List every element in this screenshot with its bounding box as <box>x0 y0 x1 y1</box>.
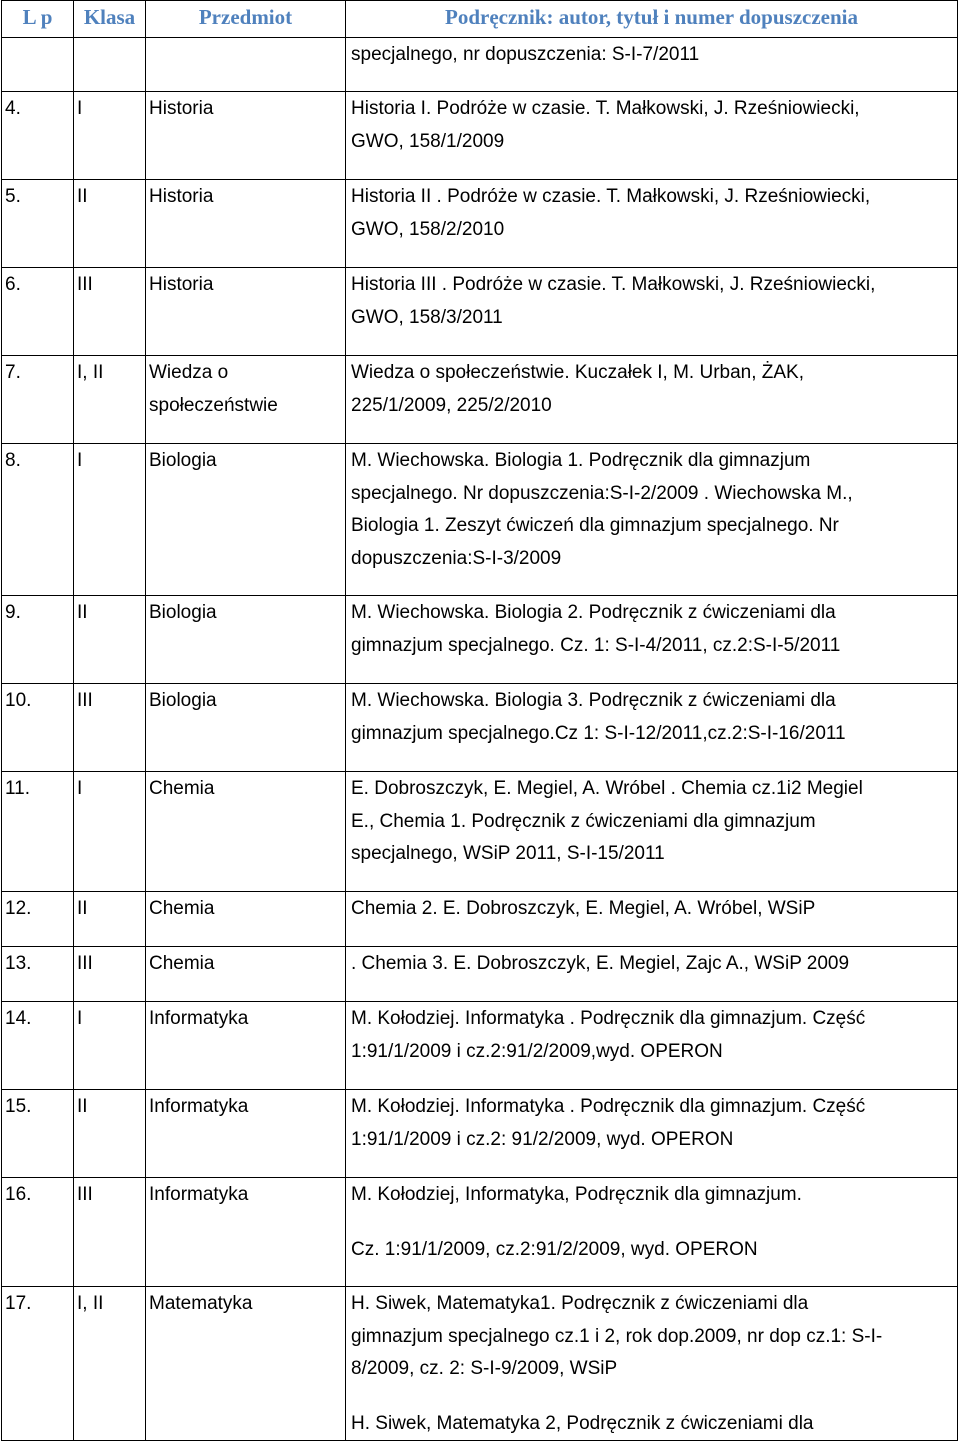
przedmiot-cell <box>146 38 346 92</box>
table-row <box>2 947 958 1002</box>
klasa-cell <box>74 1090 146 1178</box>
klasa-cell <box>74 596 146 684</box>
lp-cell <box>2 1002 74 1090</box>
table-row <box>2 892 958 947</box>
lp-cell-text: 11. <box>5 778 31 799</box>
lp-cell-text: 12. <box>5 898 32 919</box>
klasa-cell-text: I <box>77 450 83 471</box>
lp-cell-text: 14. <box>5 1008 32 1029</box>
lp-cell <box>2 1090 74 1178</box>
lp-cell <box>2 180 74 268</box>
lp-cell-text: 5. <box>5 186 21 207</box>
table-row-continuation <box>2 38 958 92</box>
przedmiot-cell-text: Biologia <box>149 690 217 711</box>
podrecznik-cell-text-2: H. Siwek, Matematyka 2, Podręcznik z ćwiczeniami dla <box>351 1412 814 1434</box>
przedmiot-cell <box>146 1090 346 1178</box>
podrecznik-cell: specjalnego, nr dopuszczenia: S-I-7/2011 <box>346 38 958 92</box>
lp-cell <box>2 947 74 1002</box>
podrecznik-cell-text: M. Kołodziej, Informatyka, Podręcznik dla gimnazjum. <box>351 1184 802 1205</box>
lp-cell-text: 8. <box>5 450 21 471</box>
klasa-cell <box>74 947 146 1002</box>
table-row <box>2 180 958 268</box>
przedmiot-cell-text: Informatyka <box>149 1184 249 1205</box>
table-row <box>2 1287 958 1441</box>
klasa-cell-text: III <box>77 953 93 974</box>
klasa-cell-text: II <box>77 1096 88 1117</box>
przedmiot-cell-text: Chemia <box>149 953 215 974</box>
lp-cell-text: 15. <box>5 1096 32 1117</box>
przedmiot-cell <box>146 947 346 1002</box>
podrecznik-cell-text: Historia I. Podróże w czasie. T. Małkowski, J. Rześniowiecki, GWO, 158/1/2009 <box>351 98 860 152</box>
podrecznik-cell <box>346 892 958 947</box>
lp-cell-text: 7. <box>5 362 21 383</box>
lp-cell <box>2 38 74 92</box>
klasa-cell <box>74 1178 146 1287</box>
lp-cell-text: 4. <box>5 98 21 119</box>
lp-cell-text: 17. <box>5 1293 32 1314</box>
klasa-cell-text: I, II <box>77 1293 104 1314</box>
podrecznik-cell <box>346 947 958 1002</box>
table-row <box>2 92 958 180</box>
klasa-cell-text: III <box>77 1184 93 1205</box>
przedmiot-cell-text: Historia <box>149 98 214 119</box>
klasa-cell <box>74 38 146 92</box>
lp-cell-text: 16. <box>5 1184 32 1205</box>
lp-cell-text: 13. <box>5 953 32 974</box>
klasa-cell <box>74 92 146 180</box>
lp-cell <box>2 1178 74 1287</box>
table-row <box>2 596 958 684</box>
przedmiot-cell <box>146 1287 346 1441</box>
podrecznik-cell <box>346 268 958 356</box>
lp-cell-text: 6. <box>5 274 21 295</box>
podrecznik-cell <box>346 772 958 892</box>
klasa-cell-text: I, II <box>77 362 104 383</box>
klasa-cell-text: II <box>77 602 88 623</box>
podrecznik-cell <box>346 92 958 180</box>
klasa-cell-text: II <box>77 898 88 919</box>
przedmiot-cell <box>146 356 346 444</box>
przedmiot-cell <box>146 444 346 596</box>
table-row <box>2 772 958 892</box>
paragraph-gap <box>351 1386 954 1408</box>
przedmiot-cell-text: Biologia <box>149 602 217 623</box>
podrecznik-cell-text: M. Wiechowska. Biologia 1. Podręcznik dla gimnazjum specjalnego. Nr dopuszczenia:S-I-2/2009 . Wiechowska M., Biologia 1. Zeszyt ćwiczeń dla gimnazjum specjalnego. Nr dopuszczenia:S-I-3/2009 <box>351 450 853 569</box>
przedmiot-cell <box>146 268 346 356</box>
przedmiot-cell <box>146 596 346 684</box>
klasa-cell <box>74 1002 146 1090</box>
przedmiot-cell-text: Wiedza o społeczeństwie <box>149 362 278 416</box>
klasa-cell <box>74 684 146 772</box>
podrecznik-cell <box>346 684 958 772</box>
podrecznik-cell-text: M. Kołodziej. Informatyka . Podręcznik dla gimnazjum. Część 1:91/1/2009 i cz.2:91/2/2009,wyd. OPERON <box>351 1008 866 1062</box>
table-row <box>2 684 958 772</box>
podrecznik-cell-text: M. Wiechowska. Biologia 3. Podręcznik z ćwiczeniami dla gimnazjum specjalnego.Cz 1: S-I-12/2011,cz.2:S-I-16/2011 <box>351 690 846 744</box>
lp-cell <box>2 268 74 356</box>
klasa-cell-text: I <box>77 1008 83 1029</box>
przedmiot-cell-text: Informatyka <box>149 1096 249 1117</box>
przedmiot-cell <box>146 1002 346 1090</box>
lp-cell <box>2 1287 74 1441</box>
klasa-cell <box>74 268 146 356</box>
przedmiot-cell <box>146 1178 346 1287</box>
podrecznik-cell-text: M. Kołodziej. Informatyka . Podręcznik dla gimnazjum. Część 1:91/1/2009 i cz.2: 91/2/2009, wyd. OPERON <box>351 1096 866 1150</box>
lp-cell <box>2 684 74 772</box>
przedmiot-cell <box>146 92 346 180</box>
klasa-cell-text: I <box>77 778 83 799</box>
table-row <box>2 356 958 444</box>
klasa-cell <box>74 892 146 947</box>
header-przedmiot: Przedmiot <box>146 1 346 38</box>
klasa-cell <box>74 772 146 892</box>
klasa-cell <box>74 1287 146 1441</box>
klasa-cell <box>74 180 146 268</box>
przedmiot-cell-text: Historia <box>149 274 214 295</box>
lp-cell <box>2 772 74 892</box>
przedmiot-cell <box>146 684 346 772</box>
podrecznik-cell <box>346 1090 958 1178</box>
podrecznik-cell-text: H. Siwek, Matematyka1. Podręcznik z ćwiczeniami dla gimnazjum specjalnego cz.1 i 2, rok dop.2009, nr dop cz.1: S-I- 8/2009, cz. 2: S-I-9/2009, WSiP <box>351 1293 883 1379</box>
podrecznik-cell <box>346 1287 958 1441</box>
lp-cell <box>2 356 74 444</box>
table-row <box>2 1002 958 1090</box>
table-header-row <box>2 1 958 38</box>
klasa-cell-text: III <box>77 690 93 711</box>
podrecznik-cell-text: Wiedza o społeczeństwie. Kuczałek I, M. Urban, ŻAK, 225/1/2009, 225/2/2010 <box>351 362 805 416</box>
przedmiot-cell-text: Chemia <box>149 778 215 799</box>
lp-cell-text: 9. <box>5 602 21 623</box>
klasa-cell <box>74 356 146 444</box>
klasa-cell <box>74 444 146 596</box>
podrecznik-cell-text: Historia III . Podróże w czasie. T. Małkowski, J. Rześniowiecki, GWO, 158/3/2011 <box>351 274 876 328</box>
podrecznik-cell <box>346 444 958 596</box>
podrecznik-cell <box>346 356 958 444</box>
lp-cell <box>2 892 74 947</box>
przedmiot-cell <box>146 892 346 947</box>
przedmiot-cell-text: Informatyka <box>149 1008 249 1029</box>
lp-cell <box>2 92 74 180</box>
klasa-cell-text: I <box>77 98 83 119</box>
header-podrecznik: Podręcznik: autor, tytuł i numer dopuszczenia <box>346 1 958 38</box>
podrecznik-cell <box>346 1178 958 1287</box>
table-row <box>2 1090 958 1178</box>
przedmiot-cell <box>146 180 346 268</box>
podrecznik-cell <box>346 180 958 268</box>
textbook-table <box>1 0 958 1441</box>
klasa-cell-text: II <box>77 186 88 207</box>
przedmiot-cell-text: Historia <box>149 186 214 207</box>
podrecznik-cell-text: Chemia 2. E. Dobroszczyk, E. Megiel, A. Wróbel, WSiP <box>351 898 816 919</box>
podrecznik-cell-text: E. Dobroszczyk, E. Megiel, A. Wróbel . Chemia cz.1i2 Megiel E., Chemia 1. Podręcznik z ćwiczeniami dla gimnazjum specjalnego, WSiP 2011, S-I-15/2011 <box>351 778 863 864</box>
przedmiot-cell-text: Matematyka <box>149 1293 253 1314</box>
table-row <box>2 1178 958 1287</box>
podrecznik-cell <box>346 1002 958 1090</box>
lp-cell-text: 10. <box>5 690 32 711</box>
przedmiot-cell-text: Chemia <box>149 898 215 919</box>
klasa-cell-text: III <box>77 274 93 295</box>
lp-cell <box>2 444 74 596</box>
lp-cell <box>2 596 74 684</box>
paragraph-gap <box>351 1212 954 1234</box>
table-row <box>2 444 958 596</box>
przedmiot-cell-text: Biologia <box>149 450 217 471</box>
podrecznik-cell-text-2: Cz. 1:91/1/2009, cz.2:91/2/2009, wyd. OPERON <box>351 1238 758 1260</box>
header-klasa: Klasa <box>74 1 146 38</box>
podrecznik-cell-text: Historia II . Podróże w czasie. T. Małkowski, J. Rześniowiecki, GWO, 158/2/2010 <box>351 186 871 240</box>
podrecznik-cell <box>346 596 958 684</box>
podrecznik-cell-text: M. Wiechowska. Biologia 2. Podręcznik z ćwiczeniami dla gimnazjum specjalnego. Cz. 1: S-I-4/2011, cz.2:S-I-5/2011 <box>351 602 841 656</box>
table-row <box>2 268 958 356</box>
przedmiot-cell <box>146 772 346 892</box>
header-lp: L p <box>2 1 74 38</box>
podrecznik-cell-text: . Chemia 3. E. Dobroszczyk, E. Megiel, Zajc A., WSiP 2009 <box>351 953 850 974</box>
